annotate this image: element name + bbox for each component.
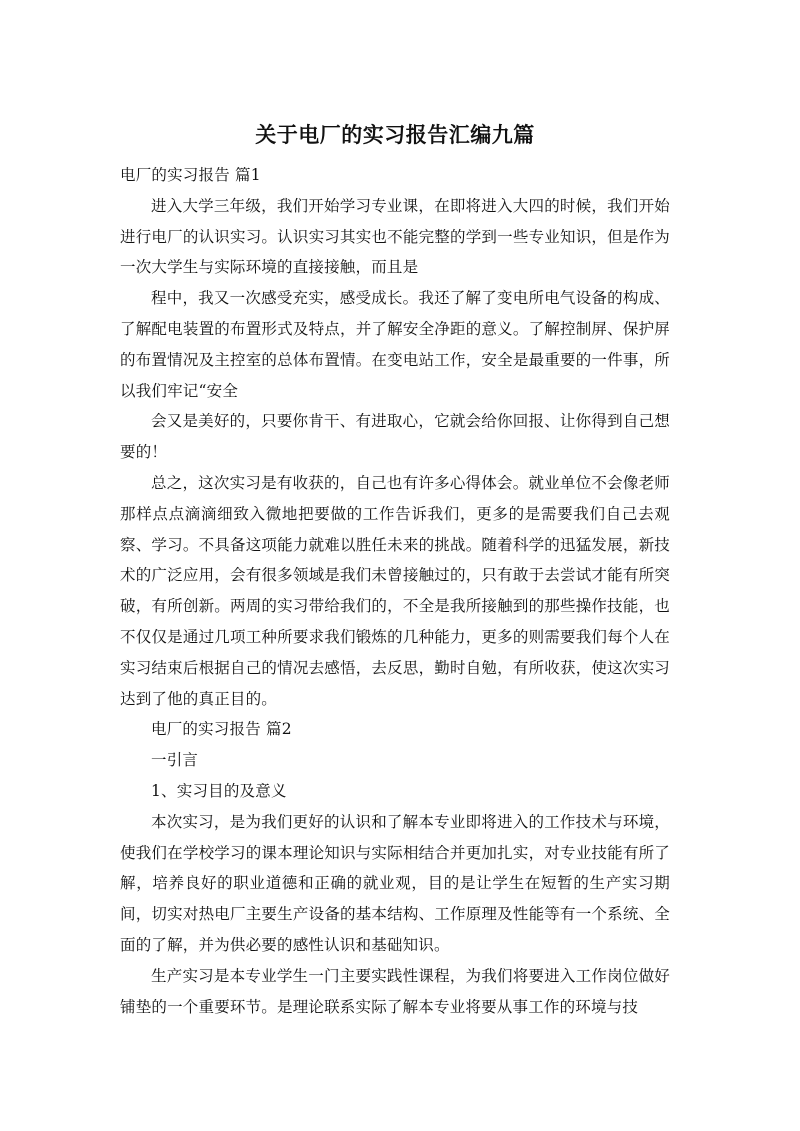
section-heading-2: 电厂的实习报告 篇2 [151, 720, 292, 739]
body-paragraph: 总之，这次实习是有收获的，自己也有许多心得体会。就业单位不会像老师那样点点滴滴细致入微地把要做的工作告诉我们，更多的是需要我们自己去观察、学习。不具备这项能力就难以胜任未来的挑战。随着科学的迅猛发展，新技术的广泛应用，会有很多领域是我们未曾接触过的，只有敢于去尝试才能有所突破，有所创新。两周的实习带给我们的，不全是我所接触到的那些操作技能，也不仅仅是通过几项工种所要求我们锻炼的几种能力，更多的则需要我们每个人在实习结束后根据自己的情况去感悟，去反思，勤时自勉，有所收获，使这次实习达到了他的真正目的。 [120, 473, 670, 708]
subsection-heading-purpose: 1、实习目的及意义 [151, 781, 287, 800]
body-paragraph: 生产实习是本专业学生一门主要实践性课程，为我们将要进入工作岗位做好铺垫的一个重要环节。是理论联系实际了解本专业将要从事工作的环境与技 [120, 966, 670, 1016]
body-paragraph: 进入大学三年级，我们开始学习专业课，在即将进入大四的时候，我们开始进行电厂的认识实习。认识实习其实也不能完整的学到一些专业知识，但是作为一次大学生与实际环境的直接接触，而且是 [120, 196, 670, 277]
document-title: 关于电厂的实习报告汇编九篇 [255, 123, 535, 147]
section-heading-1: 电厂的实习报告 篇1 [120, 166, 261, 184]
body-paragraph: 会又是美好的，只要你肯干、有进取心，它就会给你回报、让你得到自己想要的！ [120, 412, 670, 462]
subsection-heading-intro: 一引言 [151, 751, 199, 770]
body-paragraph: 程中，我又一次感受充实，感受成长。我还了解了变电所电气设备的构成、了解配电装置的布置形式及特点，并了解安全净距的意义。了解控制屏、保护屏的布置情况及主控室的总体布置情。在变电站工作，安全是最重要的一件事，所以我们牢记“安全 [120, 289, 670, 400]
body-paragraph: 本次实习，是为我们更好的认识和了解本专业即将进入的工作技术与环境，使我们在学校学习的课本理论知识与实际相结合并更加扎实，对专业技能有所了解，培养良好的职业道德和正确的就业观，目的是让学生在短暂的生产实习期间，切实对热电厂主要生产设备的基本结构、工作原理及性能等有一个系统、全面的了解，并为供必要的感性认识和基础知识。 [120, 812, 670, 954]
